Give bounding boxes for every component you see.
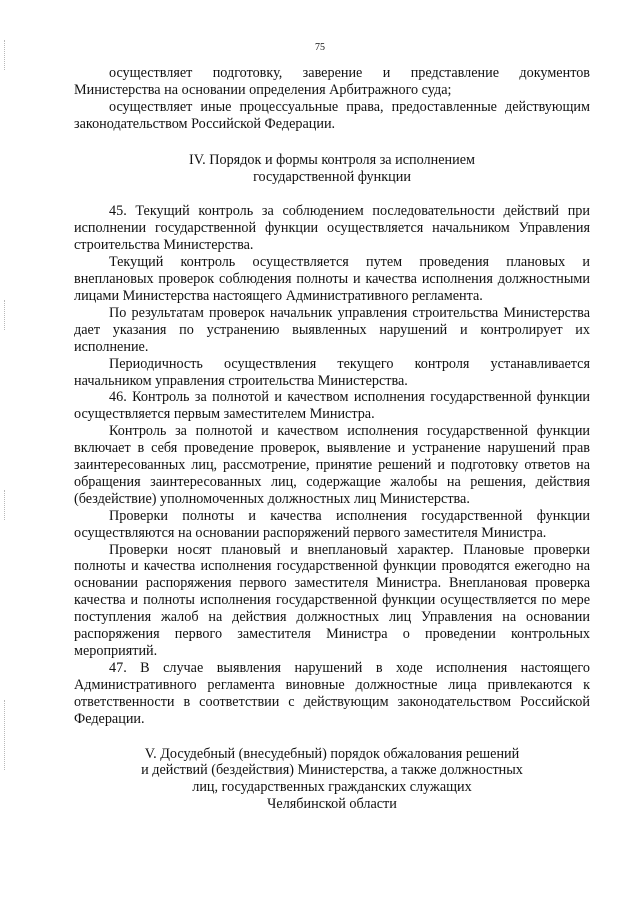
paragraph-inspection-types: Проверки носят плановый и внеплановый характер. Плановые проверки полноты и качества исполнения государственной функции проводятся ежегодно на основании распоряжения первого заместителя Министра. Внеплановая проверка качества и полноты исполнения государственной функции осуществляется по мере поступления жалоб на действия должностных лиц Управления на основании распоряжения первого заместителя Министра о проведении контрольных мероприятий. bbox=[74, 541, 590, 659]
paragraph-inspection-basis: Проверки полноты и качества исполнения государственной функции осуществляются на основании распоряжений первого заместителя Министра. bbox=[74, 507, 590, 541]
document-body bbox=[74, 65, 590, 813]
section-iv-heading-line-2: государственной функции bbox=[253, 168, 411, 185]
section-v-heading-line-4: Челябинской области bbox=[267, 796, 397, 813]
paragraph-46: 46. Контроль за полнотой и качеством исполнения государственной функции осуществляется первым заместителем Министра. bbox=[74, 389, 590, 423]
scan-margin-marks-middle bbox=[4, 300, 8, 330]
paragraph-periodicity: Периодичность осуществления текущего контроля устанавливается начальником управления строительства Министерства. bbox=[74, 355, 590, 389]
section-v-heading-line-2: и действий (бездействия) Министерства, а также должностных bbox=[141, 762, 523, 779]
paragraph-preparation: осуществляет подготовку, заверение и представление документов Министерства на основании определения Арбитражного суда; bbox=[74, 65, 590, 98]
paragraph-control-scope: Контроль за полнотой и качеством исполнения государственной функции включает в себя проведение проверок, выявление и устранение нарушений прав заинтересованных лиц, рассмотрение, принятие решений и подготовку ответов на обращения заинтересованных лиц, содержащие жалобы на решения, действия (бездействие) уполномоченных должностных лиц Министерства. bbox=[74, 423, 590, 507]
section-iv-heading bbox=[74, 152, 590, 186]
section-v-heading-line-1: V. Досудебный (внесудебный) порядок обжалования решений bbox=[144, 745, 520, 762]
paragraph-inspection-results: По результатам проверок начальник управления строительства Министерства дает указания по устранению выявленных нарушений и контролирует их исполнение. bbox=[74, 304, 590, 355]
section-v-heading bbox=[74, 746, 590, 814]
section-iv-heading-line-1: IV. Порядок и формы контроля за исполнением bbox=[189, 151, 475, 168]
paragraph-45: 45. Текущий контроль за соблюдением последовательности действий при исполнении государственной функции осуществляется начальником Управления строительства Министерства. bbox=[74, 203, 590, 254]
scan-margin-marks-lower bbox=[4, 490, 8, 520]
paragraph-procedural-rights: осуществляет иные процессуальные права, предоставленные действующим законодательством Российской Федерации. bbox=[74, 98, 590, 132]
paragraph-current-control: Текущий контроль осуществляется путем проведения плановых и внеплановых проверок соблюдения полноты и качества исполнения должностными лицами Министерства настоящего Административного регламента. bbox=[74, 254, 590, 304]
paragraph-47: 47. В случае выявления нарушений в ходе исполнения настоящего Административного регламента виновные должностные лица привлекаются к ответственности в соответствии с действующим законодательством Российской Федерации. bbox=[74, 659, 590, 727]
scan-margin-marks-bottom bbox=[4, 700, 8, 770]
section-v-heading-line-3: лиц, государственных гражданских служащих bbox=[192, 779, 472, 796]
page-number: 75 bbox=[315, 42, 325, 53]
